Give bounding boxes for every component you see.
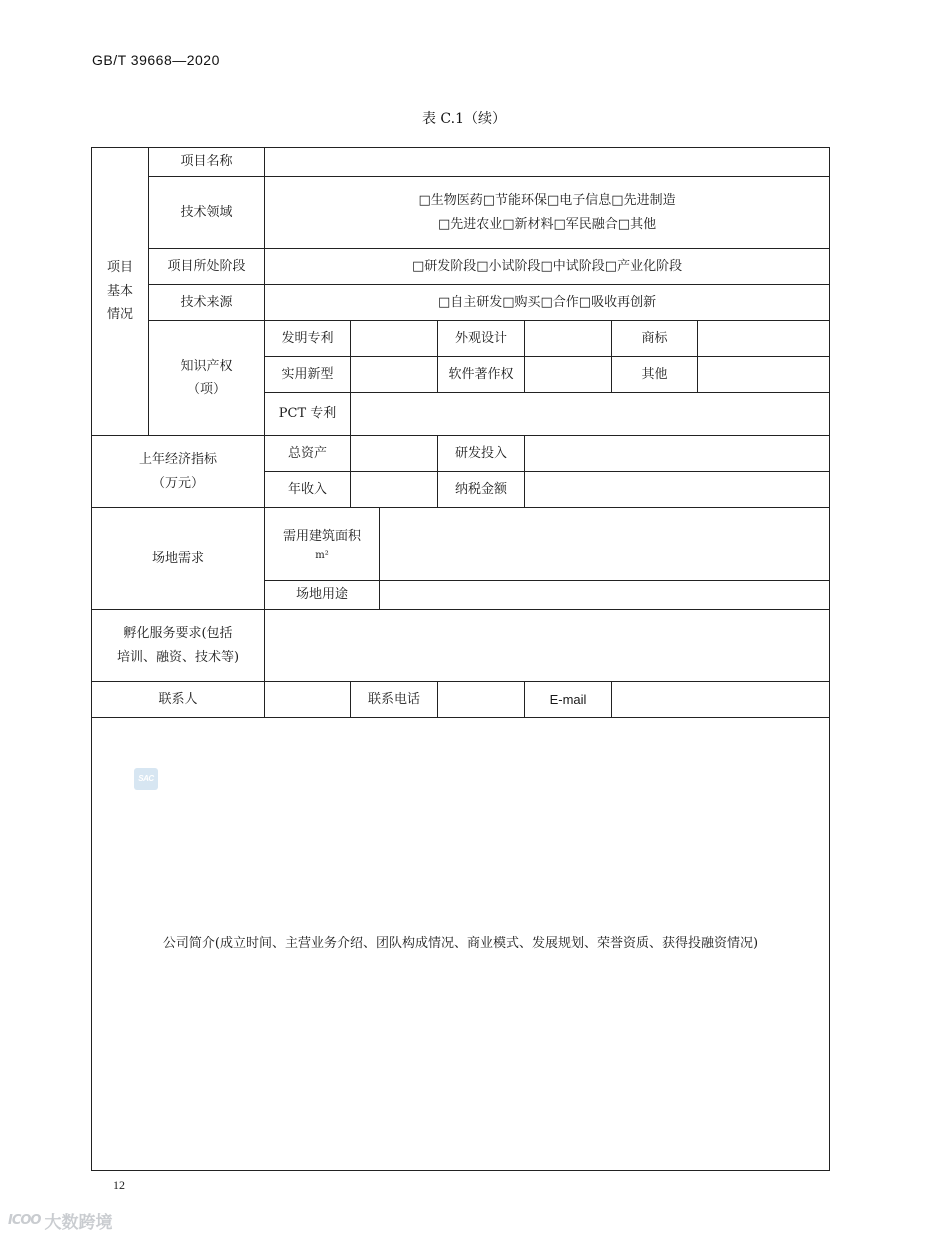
watermark-logo: ICOO — [8, 1212, 41, 1228]
contact-value[interactable] — [265, 682, 351, 718]
ip-label: 知识产权 （项） — [149, 321, 265, 436]
ip-software-value[interactable] — [525, 357, 612, 393]
incubation-value[interactable] — [265, 610, 830, 682]
tech-field-options[interactable]: □生物医药□节能环保□电子信息□先进制造 □先进农业□新材料□军民融合□其他 — [265, 177, 830, 249]
site-use-value[interactable] — [380, 581, 830, 610]
stage-options[interactable]: □研发阶段□小试阶段□中试阶段□产业化阶段 — [265, 249, 830, 285]
econ-income-label: 年收入 — [265, 472, 351, 508]
project-name-cell[interactable] — [265, 148, 830, 177]
ip-pct-value[interactable] — [351, 393, 830, 436]
watermark — [8, 1208, 112, 1232]
tech-source-options[interactable]: □自主研发□购买□合作□吸收再创新 — [265, 285, 830, 321]
econ-label: 上年经济指标 （万元） — [92, 436, 265, 508]
sac-stamp-logo: SAC — [134, 768, 158, 790]
company-intro-label: 公司简介(成立时间、主营业务介绍、团队构成情况、商业模式、发展规划、荣誉资质、获得投融资情况) — [162, 936, 759, 952]
email-value[interactable] — [612, 682, 830, 718]
ip-other-label: 其他 — [612, 357, 698, 393]
stage-label: 项目所处阶段 — [149, 249, 265, 285]
standard-code: GB/T 39668—2020 — [92, 52, 220, 68]
ip-trademark-value[interactable] — [698, 321, 830, 357]
phone-value[interactable] — [438, 682, 525, 718]
econ-rd-label: 研发投入 — [438, 436, 525, 472]
site-area-text: 需用建筑面积 — [282, 529, 361, 545]
ip-pct-label: PCT 专利 — [265, 393, 351, 436]
ip-invention-value[interactable] — [351, 321, 438, 357]
site-area-unit: m² — [315, 549, 329, 561]
ip-design-label: 外观设计 — [438, 321, 525, 357]
ip-software-label: 软件著作权 — [438, 357, 525, 393]
site-area-value[interactable] — [380, 508, 830, 581]
econ-tax-value[interactable] — [525, 472, 830, 508]
ip-trademark-label: 商标 — [612, 321, 698, 357]
site-use-label: 场地用途 — [265, 581, 380, 610]
econ-assets-label: 总资产 — [265, 436, 351, 472]
project-name-label: 项目名称 — [149, 148, 265, 177]
econ-rd-value[interactable] — [525, 436, 830, 472]
company-intro-cell[interactable] — [92, 718, 830, 1171]
table-title: 表 C.1（续） — [421, 111, 507, 127]
econ-tax-label: 纳税金额 — [438, 472, 525, 508]
ip-design-value[interactable] — [525, 321, 612, 357]
watermark-text: 大数跨境 — [44, 1212, 113, 1233]
econ-assets-value[interactable] — [351, 436, 438, 472]
phone-label: 联系电话 — [351, 682, 438, 718]
ip-invention-label: 发明专利 — [265, 321, 351, 357]
page-number: 12 — [113, 1178, 125, 1192]
application-form-table — [91, 147, 830, 1171]
econ-income-value[interactable] — [351, 472, 438, 508]
site-area-label — [265, 508, 380, 581]
ip-utility-label: 实用新型 — [265, 357, 351, 393]
contact-label: 联系人 — [92, 682, 265, 718]
incubation-label: 孵化服务要求(包括 培训、融资、技术等) — [92, 610, 265, 682]
tech-source-label: 技术来源 — [149, 285, 265, 321]
email-label: E-mail — [525, 682, 612, 718]
ip-utility-value[interactable] — [351, 357, 438, 393]
tech-field-label: 技术领域 — [149, 177, 265, 249]
ip-other-value[interactable] — [698, 357, 830, 393]
site-label: 场地需求 — [92, 508, 265, 610]
section-basic-info-label: 项目 基本 情况 — [92, 148, 149, 436]
